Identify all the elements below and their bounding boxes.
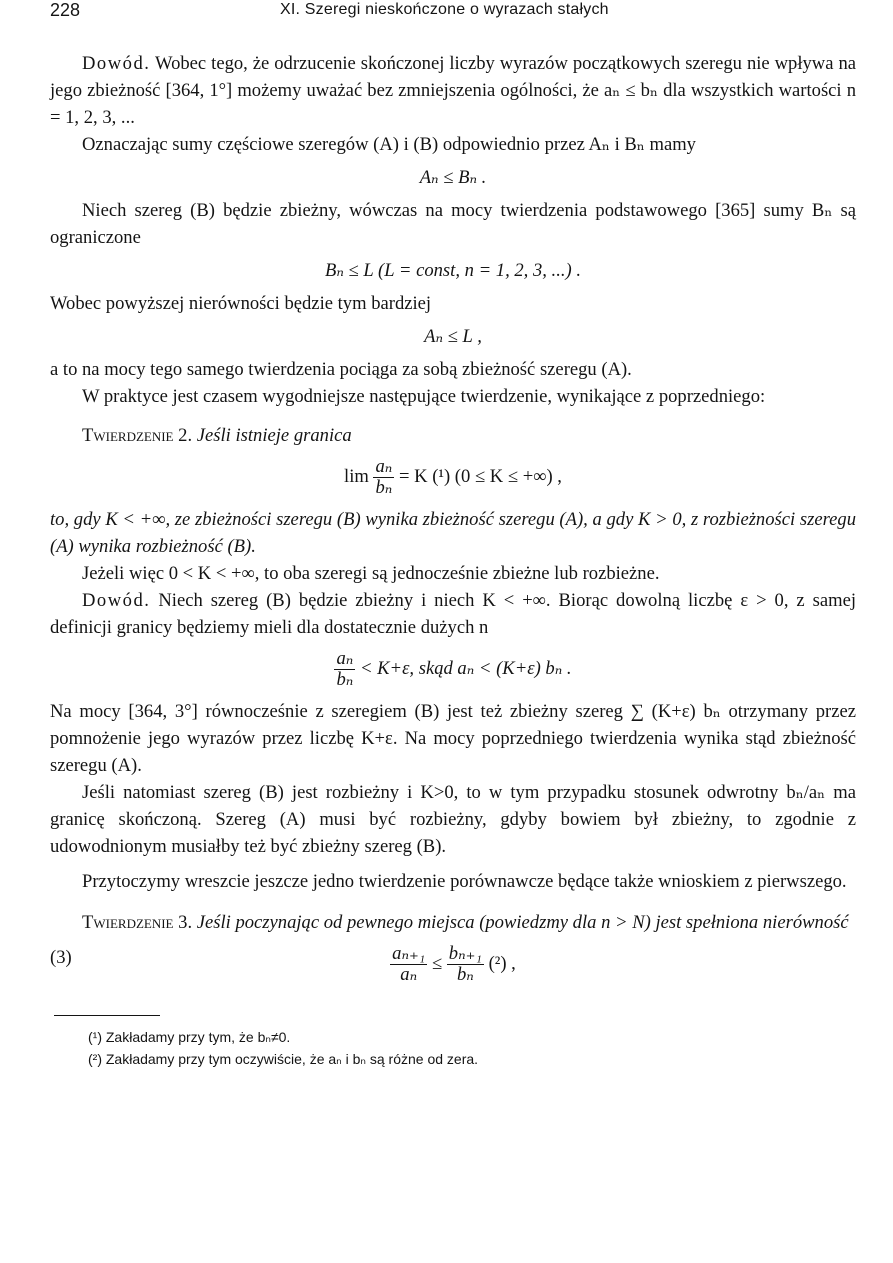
theorem-2-statement [50,422,856,449]
theorem-3-title: Twierdzenie 3. [82,912,193,933]
paragraph-one-more-theorem: Przytoczymy wreszcie jeszcze jedno twierdzenie porównawcze będące także wnioskiem z pierwszego. [82,871,847,892]
fraction-a-ratio [390,944,427,985]
paragraph-convergent-b: Niech szereg (B) będzie zbieżny, wówczas na mocy twierdzenia podstawowego [365] sumy Bₙ są ograniczone [50,200,856,248]
running-title: XI. Szeregi nieskończone o wyrazach stałych [280,1,609,18]
paragraph-therefore: Wobec powyższej nierówności będzie tym bardziej [50,293,432,314]
paragraph-partial-sums: Oznaczając sumy częściowe szeregów (A) i (B) odpowiednio przez Aₙ i Bₙ mamy [82,134,696,155]
theorem-2-intro: Jeśli istnieje granica [192,425,352,446]
paragraph-practice: W praktyce jest czasem wygodniejsze następujące twierdzenie, wynikające z poprzedniego: [82,386,766,407]
footnote-divider [54,1015,160,1016]
theorem-2-body: to, gdy K < +∞, ze zbieżności szeregu (B) wynika zbieżność szeregu (A), a gdy K > 0, z rozbieżności szeregu (A) wynika rozbieżność (B). [50,509,856,557]
proof-text: Wobec tego, że odrzucenie skończonej liczby wyrazów początkowych szeregu nie wpływa na jego zbieżność [364, 1°] możemy uważać bez zmniejszenia ogólności, że aₙ ≤ bₙ dla wszystkich wartości n = 1, 2, 3, ... [50,53,856,128]
lim-label: lim [344,465,369,487]
fraction-an-bn-2 [334,649,355,690]
fraction-numerator: bₙ₊₁ [448,943,482,964]
proof-paragraph-1 [50,50,856,131]
page-header [50,0,856,28]
fraction-denominator: bₙ [375,477,393,498]
proof-paragraph-2 [50,587,856,641]
ratio-bound-text: < K+ε, skąd aₙ < (K+ε) bₙ . [359,657,572,679]
fraction-b-ratio [447,944,484,985]
paragraph-by-364: Na mocy [364, 3°] równocześnie z szeregiem (B) jest też zbieżny szereg ∑ (K+ε) bₙ otrzymany przez pomnożenie jego wyrazów przez liczbę K+ε. Na mocy poprzedniego twierdzenia wynika stąd zbieżność szeregu (A). [50,701,856,776]
fraction-denominator: bₙ [456,964,474,985]
proof-text-2: Niech szereg (B) będzie zbieżny i niech K < +∞. Biorąc dowolną liczbę ε > 0, z samej definicji granicy będziemy mieli dla dostatecznie dużych n [50,590,856,638]
paragraph-divergent-b: Jeśli natomiast szereg (B) jest rozbieżny i K>0, to w tym przypadku stosunek odwrotny bₙ/aₙ ma granicę skończoną. Szereg (A) musi być rozbieżny, gdyby bowiem był zbieżny, to zgodnie z udowodnionym musiałby też być zbieżny szereg (B). [50,782,856,857]
equation-limit [50,457,856,498]
theorem-2-title: Twierdzenie 2. [82,425,193,446]
page-number: 228 [50,0,81,20]
limit-equals-k: = K (¹) (0 ≤ K ≤ +∞) , [398,465,562,487]
footnote-ref-2: (²) , [488,952,516,974]
fraction-numerator: aₙ₊₁ [392,943,426,964]
equation-number: (3) [50,947,72,968]
fraction-numerator: aₙ [375,456,393,477]
fraction-denominator: bₙ [336,669,354,690]
proof-label-2: Dowód. [82,590,151,611]
equation-bn-le-l: Bₙ ≤ L (L = const, n = 1, 2, 3, ...) . [325,260,581,281]
paragraph-conclusion: a to na mocy tego samego twierdzenia pociąga za sobą zbieżność szeregu (A). [50,359,632,380]
equation-ratio-bound [50,649,856,690]
paragraph-both-series: Jeżeli więc 0 < K < +∞, to oba szeregi są jednocześnie zbieżne lub rozbieżne. [82,563,660,584]
fraction-numerator: aₙ [336,648,354,669]
fraction-an-bn [373,457,394,498]
fraction-denominator: aₙ [400,964,418,985]
equation-3 [50,944,856,985]
footnote-2: (²) Zakładamy przy tym oczywiście, że aₙ i bₙ są różne od zera. [88,1051,479,1067]
equation-an-le-l: Aₙ ≤ L , [424,326,482,347]
theorem-3-statement [50,909,856,936]
le-sign: ≤ [431,952,447,974]
equation-an-le-bn: Aₙ ≤ Bₙ . [419,167,487,188]
theorem-3-text: Jeśli poczynając od pewnego miejsca (powiedzmy dla n > N) jest spełniona nierówność [192,912,849,933]
footnote-1: (¹) Zakładamy przy tym, że bₙ≠0. [88,1029,291,1045]
proof-label: Dowód. [82,53,151,74]
page-body [50,50,856,1070]
